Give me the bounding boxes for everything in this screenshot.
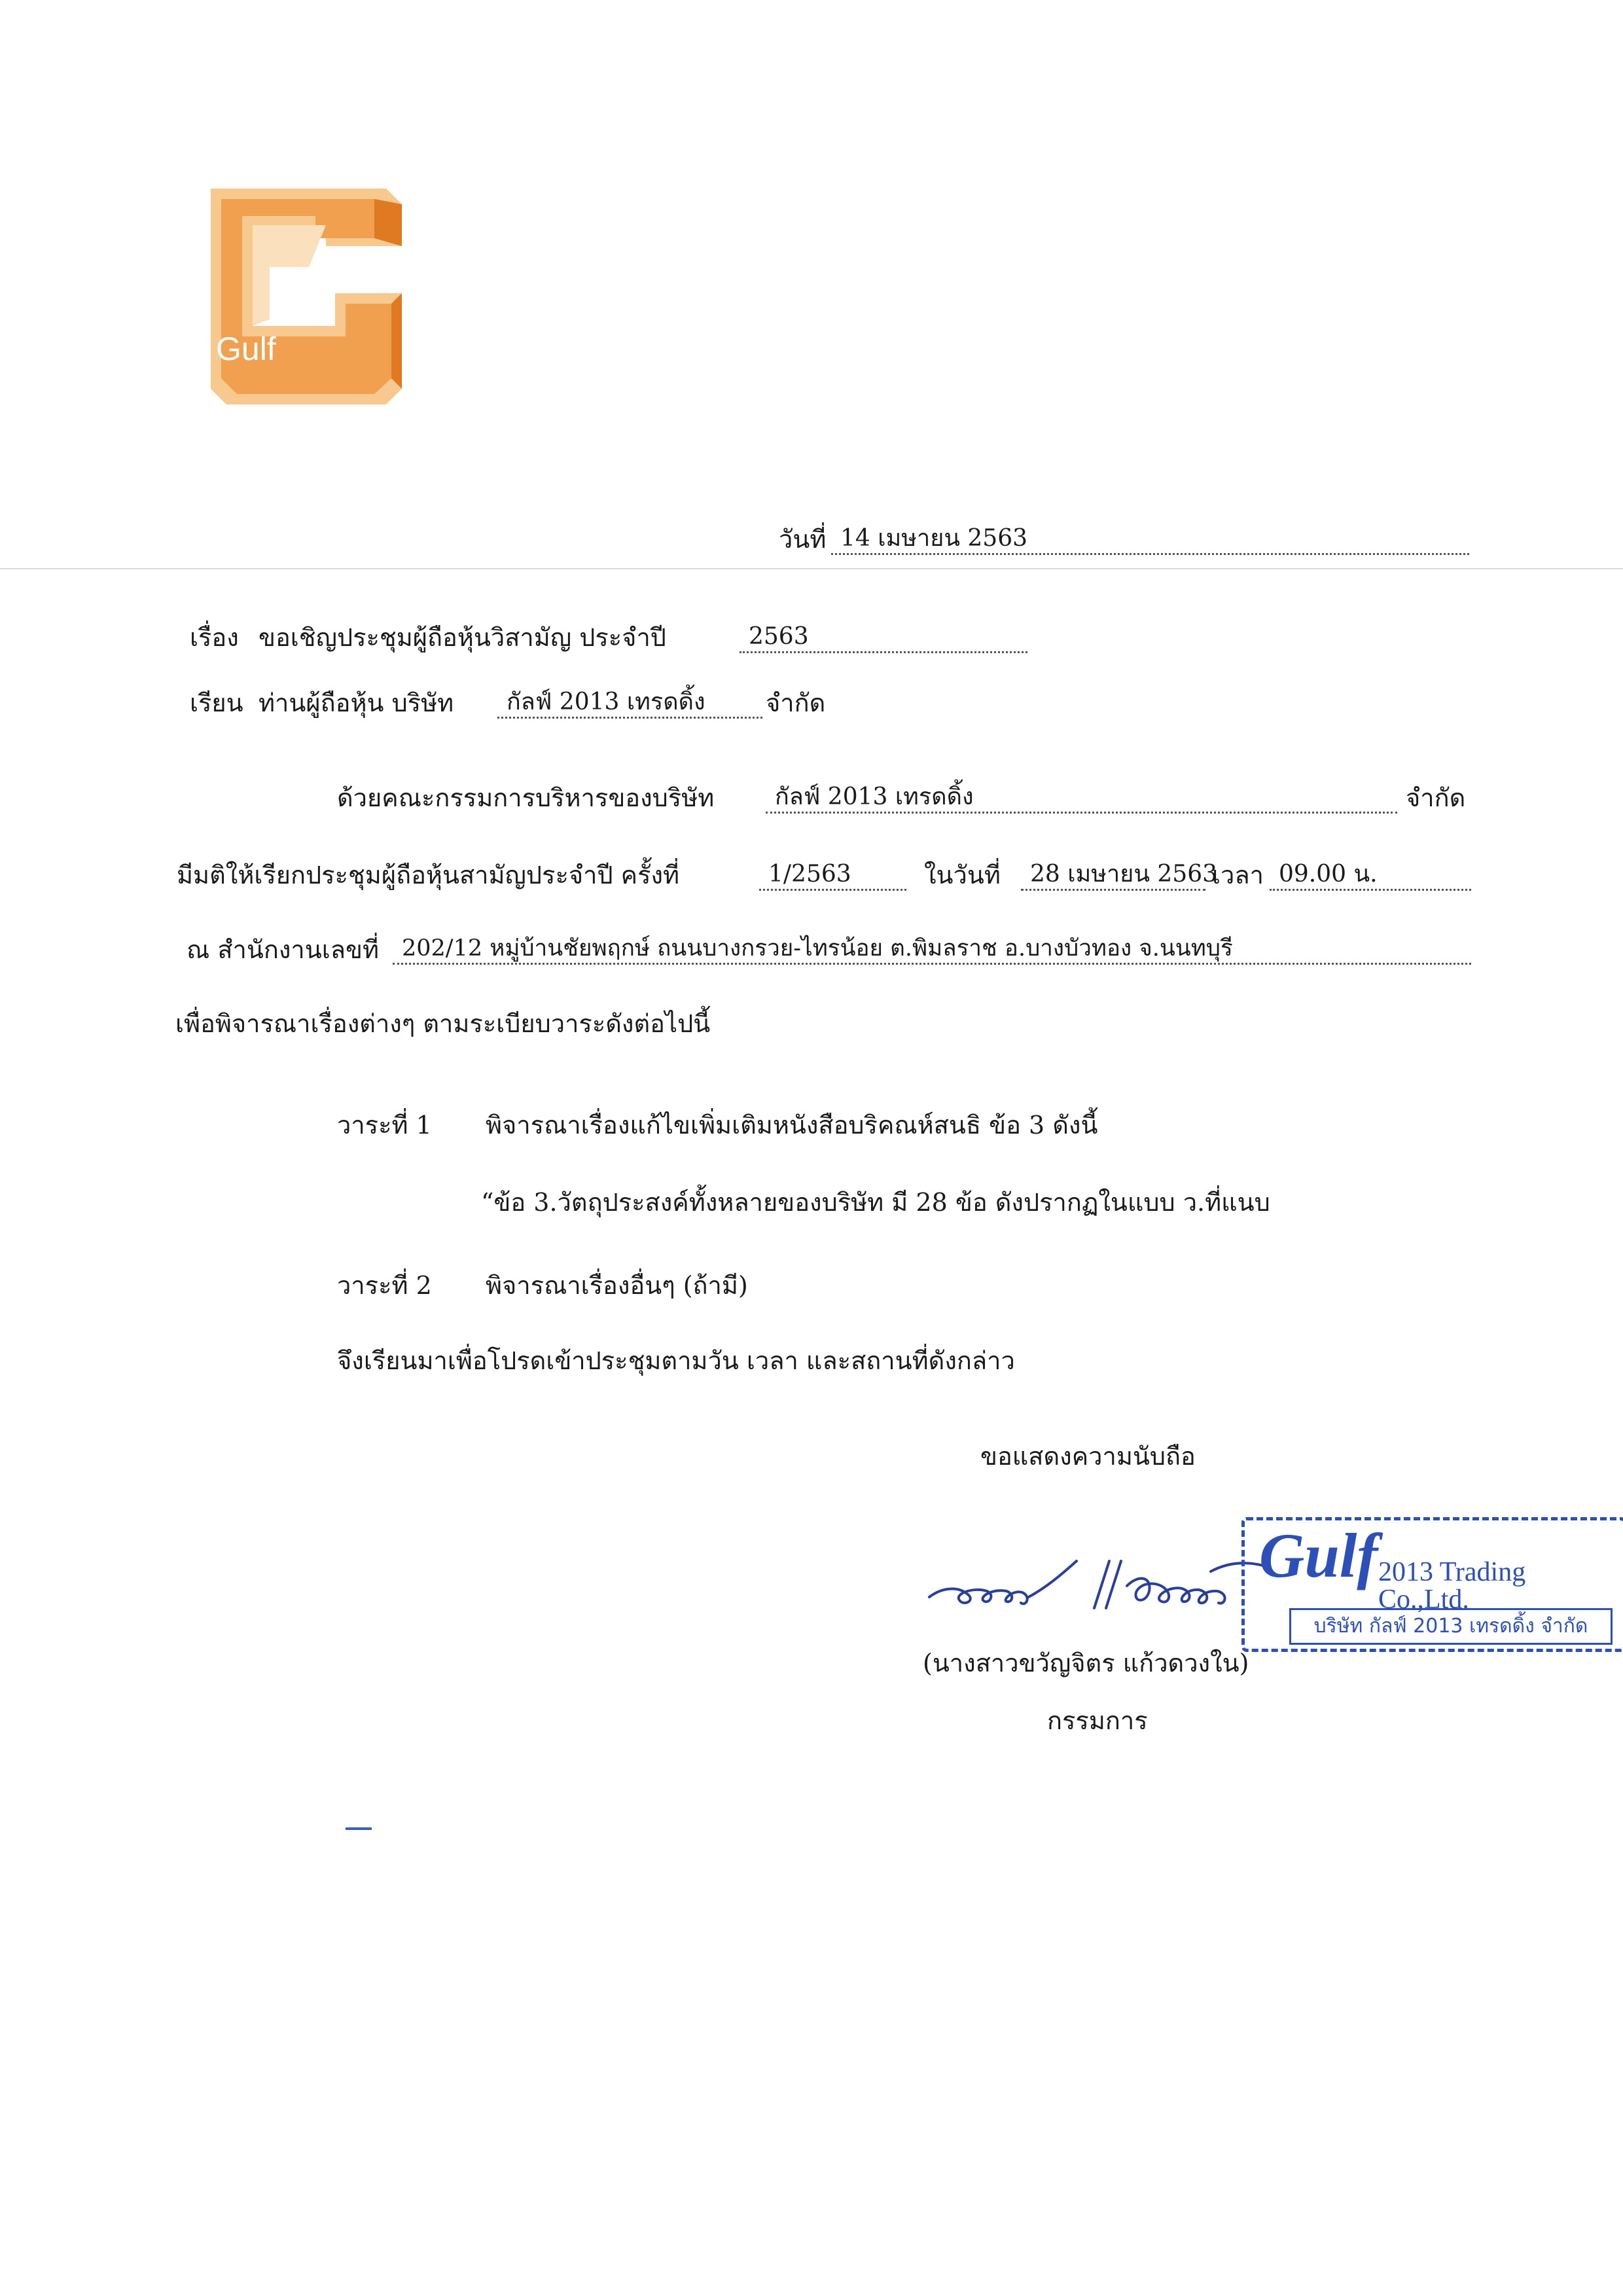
body-line3-text: ณ สำนักงานเลขที่	[187, 935, 380, 964]
stamp-brand: Gulf	[1259, 1520, 1378, 1590]
recipient-text: ท่านผู้ถือหุ้น บริษัท	[259, 689, 454, 717]
date-value: 14 เมษายน 2563	[840, 525, 1027, 552]
meeting-time-label: เวลา	[1212, 861, 1264, 889]
agenda-1-text: พิจารณาเรื่องแก้ไขเพิ่มเติมหนังสือบริคณห์สนธิ ข้อ 3 ดังนี้	[486, 1111, 1098, 1139]
meeting-date-label: ในวันที่	[924, 861, 1001, 889]
meeting-time: 09.00 น.	[1279, 861, 1378, 888]
logo-wordmark: Gulf	[216, 331, 276, 367]
scan-line	[0, 568, 1623, 569]
regards-text: ขอแสดงความนับถือ	[980, 1442, 1196, 1471]
body-line1-suffix: จำกัด	[1406, 783, 1466, 812]
body-line4-text: เพื่อพิจารณาเรื่องต่างๆ ตามระเบียบวาระดังต่อไปนี้	[175, 1009, 711, 1038]
agenda-1-detail: “ข้อ 3.วัตถุประสงค์ทั้งหลายของบริษัท มี 28 ข้อ ดังปรากฏในแบบ ว.ที่แนบ	[481, 1188, 1270, 1217]
company-logo	[211, 188, 407, 404]
recipient-suffix: จำกัด	[766, 689, 826, 717]
ink-mark	[346, 1827, 372, 1830]
address-field	[393, 937, 1471, 965]
subject-label: เรื่อง	[190, 623, 239, 652]
subject-year-field	[740, 625, 1027, 653]
signatory-title: กรรมการ	[1047, 1706, 1148, 1735]
subject-text: ขอเชิญประชุมผู้ถือหุ้นวิสามัญ ประจำปี	[259, 623, 666, 652]
body-company-field	[766, 785, 1397, 814]
handwritten-signature	[923, 1535, 1289, 1626]
meeting-time-field	[1270, 863, 1471, 891]
recipient-company-field	[497, 691, 762, 719]
body-company: กัลฟ์ 2013 เทรดดิ้ง	[775, 783, 974, 810]
date-field	[831, 527, 1469, 555]
meeting-date-field	[1021, 861, 1217, 891]
signatory-name: (นางสาวขวัญจิตร แก้วดวงใน)	[923, 1649, 1249, 1677]
stamp-thai-name: บริษัท กัลฟ์ 2013 เทรดดิ้ง จำกัด	[1289, 1608, 1613, 1645]
date-label: วันที่	[779, 525, 827, 554]
subject-year: 2563	[749, 623, 809, 650]
meeting-date: 28 เมษายน 2563	[1030, 861, 1217, 888]
body-line1-text: ด้วยคณะกรรมการบริหารของบริษัท	[337, 783, 715, 812]
office-address: 202/12 หมู่บ้านชัยพฤกษ์ ถนนบางกรวย-ไทรน้อย ต.พิมลราช อ.บางบัวทอง จ.นนทบุรี	[402, 935, 1233, 961]
recipient-company: กัลฟ์ 2013 เทรดดิ้ง	[507, 689, 705, 715]
closing-line: จึงเรียนมาเพื่อโปรดเข้าประชุมตามวัน เวลา และสถานที่ดังกล่าว	[337, 1346, 1015, 1375]
body-line2-text: มีมติให้เรียกประชุมผู้ถือหุ้นสามัญประจำปี ครั้งที่	[177, 861, 680, 889]
stamp-english-name: 2013 Trading Co.,Ltd.	[1378, 1557, 1526, 1615]
recipient-label: เรียน	[190, 689, 243, 717]
agenda-2-text: พิจารณาเรื่องอื่นๆ (ถ้ามี)	[486, 1271, 748, 1300]
meeting-number-field	[759, 863, 906, 891]
company-stamp	[1241, 1517, 1623, 1652]
meeting-number: 1/2563	[768, 861, 851, 888]
agenda-2-label: วาระที่ 2	[337, 1271, 432, 1300]
agenda-1-label: วาระที่ 1	[337, 1111, 432, 1139]
